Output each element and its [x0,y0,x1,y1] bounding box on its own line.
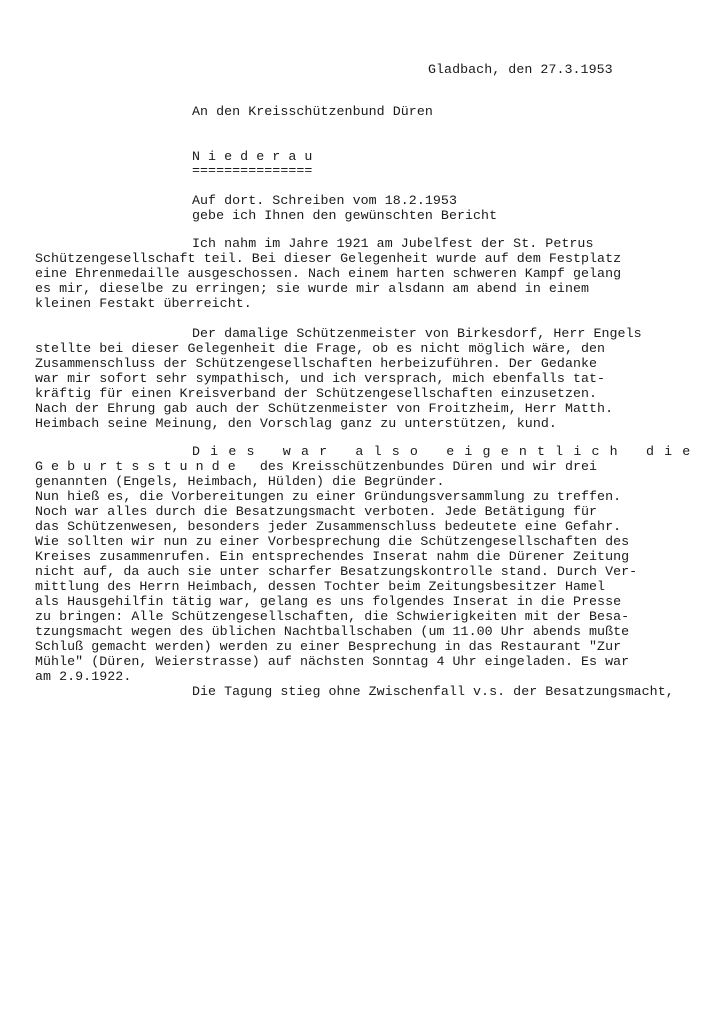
paragraph-line: Die Tagung stieg ohne Zwischenfall v.s. der Besatzungsmacht, [192,684,674,699]
paragraph-line: stellte bei dieser Gelegenheit die Frage, ob es nicht möglich wäre, den [35,341,606,356]
paragraph-line: zu bringen: Alle Schützengesellschaften, die Schwierigkeiten mit der Besa- [35,609,630,624]
reference-line: gebe ich Ihnen den gewünschten Bericht [192,208,498,223]
paragraph-line: es mir, dieselbe zu erringen; sie wurde mir alsdann am abend in einem [35,281,590,296]
place-date: Gladbach, den 27.3.1953 [428,62,613,77]
paragraph-line: das Schützenwesen, besonders jeder Zusammenschluss bedeutete eine Gefahr. [35,519,622,534]
paragraph-line: Noch war alles durch die Besatzungsmacht verboten. Jede Betätigung für [35,504,598,519]
paragraph-line: Ich nahm im Jahre 1921 am Jubelfest der St. Petrus [192,236,594,251]
paragraph-line: Der damalige Schützenmeister von Birkesdorf, Herr Engels [192,326,642,341]
paragraph-line: war mir sofort sehr sympathisch, und ich versprach, mich ebenfalls tat- [35,371,606,386]
paragraph-line: Schluß gemacht werden) werden zu einer Besprechung in das Restaurant "Zur [35,639,622,654]
paragraph-line: genannten (Engels, Heimbach, Hülden) die Begründer. [35,474,445,489]
location-underline: =============== [192,163,313,178]
paragraph-line: nicht auf, da auch sie unter scharfer Besatzungskontrolle stand. Durch Ver- [35,564,638,579]
paragraph-line: Schützengesellschaft teil. Bei dieser Gelegenheit wurde auf dem Festplatz [35,251,622,266]
paragraph-line: Nach der Ehrung gab auch der Schützenmeister von Froitzheim, Herr Matth. [35,401,614,416]
reference-line: Auf dort. Schreiben vom 18.2.1953 [192,193,457,208]
paragraph-line: Zusammenschluss der Schützengesellschaften herbeizuführen. Der Gedanke [35,356,598,371]
paragraph-line: tzungsmacht wegen des üblichen Nachtballschaben (um 11.00 Uhr abends mußte [35,624,630,639]
paragraph-line: kleinen Festakt überreicht. [35,296,252,311]
paragraph-line: kräftig für einen Kreisverband der Schützengesellschaften einzusetzen. [35,386,598,401]
location-title: N i e d e r a u [192,149,313,164]
paragraph-line: am 2.9.1922. [35,669,132,684]
paragraph-line: mittlung des Herrn Heimbach, dessen Tochter beim Zeitungsbesitzer Hamel [35,579,606,594]
paragraph-line: als Hausgehilfin tätig war, gelang es uns folgendes Inserat in die Presse [35,594,622,609]
paragraph-line: Wie sollten wir nun zu einer Vorbesprechung die Schützengesellschaften des [35,534,630,549]
paragraph-line: G e b u r t s s t u n d e des Kreisschützenbundes Düren und wir drei [35,459,598,474]
recipient: An den Kreisschützenbund Düren [192,104,433,119]
paragraph-line: eine Ehrenmedaille ausgeschossen. Nach einem harten schweren Kampf gelang [35,266,622,281]
paragraph-line: Nun hieß es, die Vorbereitungen zu einer Gründungsversammlung zu treffen. [35,489,622,504]
paragraph-line: Kreises zusammenrufen. Ein entsprechendes Inserat nahm die Dürener Zeitung [35,549,630,564]
paragraph-line: Mühle" (Düren, Weierstrasse) auf nächsten Sonntag 4 Uhr eingeladen. Es war [35,654,630,669]
paragraph-line: D i e s w a r a l s o e i g e n t l i c h d i e [192,444,692,459]
paragraph-line: Heimbach seine Meinung, den Vorschlag ganz zu unterstützen, kund. [35,416,557,431]
